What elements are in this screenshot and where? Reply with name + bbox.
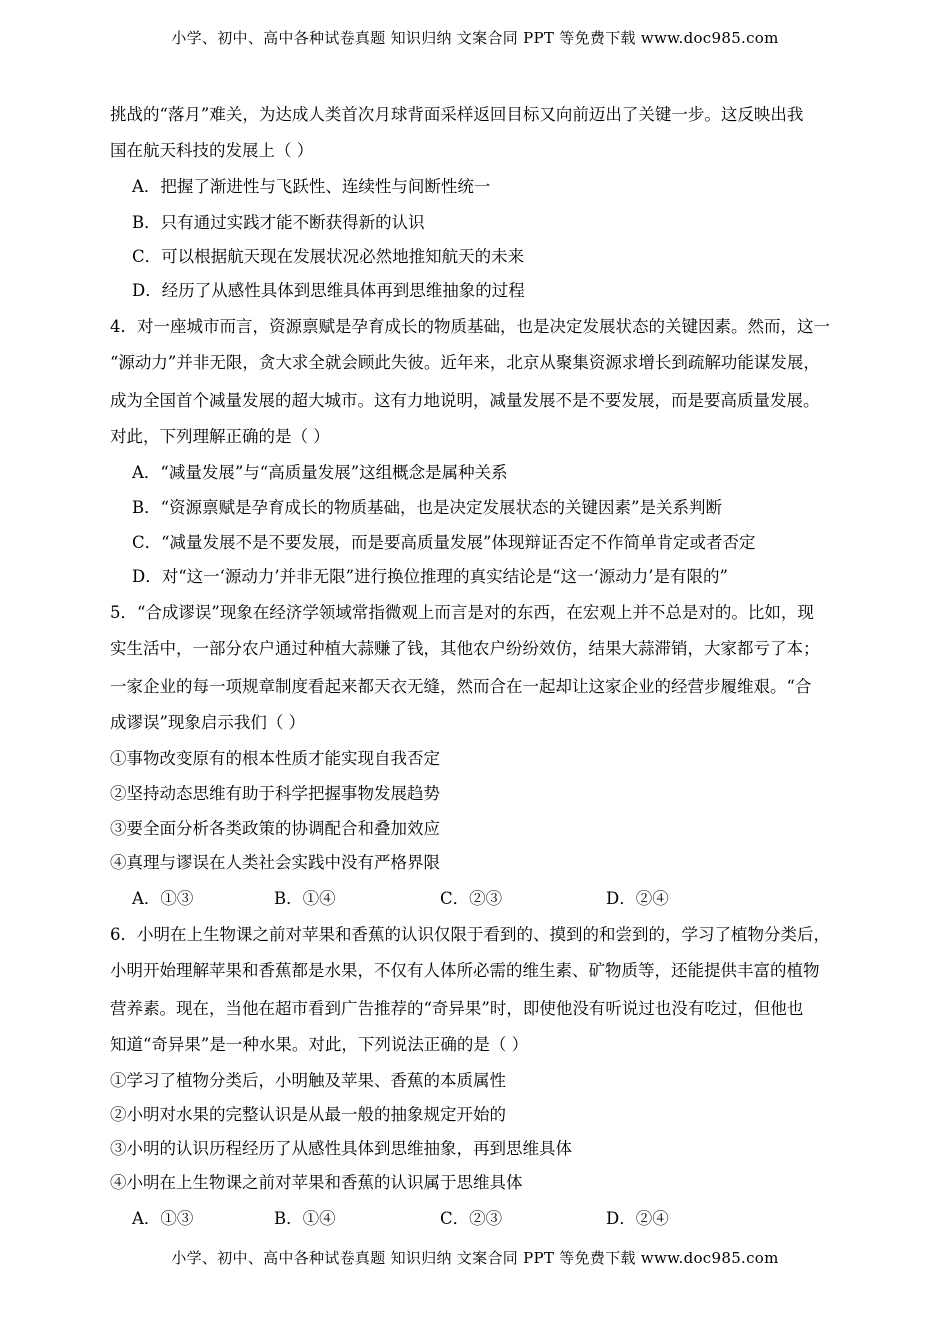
q5-statement-4: ④真理与谬误在人类社会实践中没有严格界限 bbox=[110, 853, 440, 872]
q5-stem-line-4: 成谬误”现象启示我们（ ） bbox=[110, 713, 306, 732]
q4-stem-line-2: “源动力”并非无限，贪大求全就会顾此失彼。近年来，北京从聚集资源求增长到疏解功能谋发展， bbox=[110, 353, 820, 372]
q5-choice-a: A．①③ bbox=[132, 889, 194, 908]
q6-stem-line-1: 6．小明在上生物课之前对苹果和香蕉的认识仅限于看到的、摸到的和尝到的，学习了植物分类后， bbox=[110, 925, 830, 944]
q3-option-d: D．经历了从感性具体到思维具体再到思维抽象的过程 bbox=[132, 281, 525, 300]
q5-choice-b: B．①④ bbox=[274, 889, 336, 908]
q5-choice-d: D．②④ bbox=[606, 889, 669, 908]
q3-option-c: C．可以根据航天现在发展状况必然地推知航天的未来 bbox=[132, 247, 525, 266]
q6-stem-line-3: 营养素。现在，当他在超市看到广告推荐的“奇异果”时，即使他没有听说过也没有吃过，但他也 bbox=[110, 999, 804, 1018]
q6-statement-3: ③小明的认识历程经历了从感性具体到思维抽象，再到思维具体 bbox=[110, 1139, 572, 1158]
q6-choice-d: D．②④ bbox=[606, 1209, 669, 1228]
q6-stem-line-2: 小明开始理解苹果和香蕉都是水果，不仅有人体所必需的维生素、矿物质等，还能提供丰富的植物 bbox=[110, 961, 820, 980]
q3-option-a: A．把握了渐进性与飞跃性、连续性与间断性统一 bbox=[132, 177, 491, 196]
q5-statement-3: ③要全面分析各类政策的协调配合和叠加效应 bbox=[110, 819, 440, 838]
q5-stem-line-2: 实生活中，一部分农户通过种植大蒜赚了钱，其他农户纷纷效仿，结果大蒜滞销，大家都亏了本； bbox=[110, 639, 820, 658]
q6-statement-4: ④小明在上生物课之前对苹果和香蕉的认识属于思维具体 bbox=[110, 1173, 523, 1192]
q4-option-a: A．“减量发展”与“高质量发展”这组概念是属种关系 bbox=[132, 463, 508, 482]
q6-choices bbox=[132, 1208, 852, 1230]
q6-choice-a: A．①③ bbox=[132, 1209, 194, 1228]
q4-stem-line-1: 4．对一座城市而言，资源禀赋是孕育成长的物质基础，也是决定发展状态的关键因素。然而，这一 bbox=[110, 317, 830, 336]
q5-statement-2: ②坚持动态思维有助于科学把握事物发展趋势 bbox=[110, 784, 440, 803]
q6-statement-1: ①学习了植物分类后，小明触及苹果、香蕉的本质属性 bbox=[110, 1071, 506, 1090]
q3-stem-line-1: 挑战的“落月”难关，为达成人类首次月球背面采样返回目标又向前迈出了关键一步。这反映出我 bbox=[110, 105, 804, 124]
q6-choice-c: C．②③ bbox=[440, 1209, 503, 1228]
q5-stem-line-1: 5．“合成谬误”现象在经济学领域常指微观上而言是对的东西，在宏观上并不总是对的。比如，现 bbox=[110, 603, 814, 622]
page-footer: 小学、初中、高中各种试卷真题 知识归纳 文案合同 PPT 等免费下载 www.doc985.com bbox=[171, 1249, 779, 1267]
q5-choice-c: C．②③ bbox=[440, 889, 503, 908]
q3-stem-line-2: 国在航天科技的发展上（ ） bbox=[110, 141, 314, 160]
page-header: 小学、初中、高中各种试卷真题 知识归纳 文案合同 PPT 等免费下载 www.doc985.com bbox=[171, 29, 779, 47]
q3-option-b: B．只有通过实践才能不断获得新的认识 bbox=[132, 213, 425, 232]
q4-stem-line-3: 成为全国首个减量发展的超大城市。这有力地说明，减量发展不是不要发展，而是要高质量发展。 bbox=[110, 391, 820, 410]
q4-stem-line-4: 对此，下列理解正确的是（ ） bbox=[110, 427, 330, 446]
q5-choices bbox=[132, 888, 852, 910]
q6-choice-b: B．①④ bbox=[274, 1209, 336, 1228]
q5-stem-line-3: 一家企业的每一项规章制度看起来都天衣无缝，然而合在一起却让这家企业的经营步履维艰。“合 bbox=[110, 677, 812, 696]
q6-stem-line-4: 知道“奇异果”是一种水果。对此，下列说法正确的是（ ） bbox=[110, 1035, 529, 1054]
q4-option-c: C．“减量发展不是不要发展，而是要高质量发展”体现辩证否定不作简单肯定或者否定 bbox=[132, 533, 756, 552]
q4-option-d: D．对“这一‘源动力’并非无限”进行换位推理的真实结论是“这一‘源动力’是有限的” bbox=[132, 567, 728, 586]
q5-statement-1: ①事物改变原有的根本性质才能实现自我否定 bbox=[110, 749, 440, 768]
q4-option-b: B．“资源禀赋是孕育成长的物质基础，也是决定发展状态的关键因素”是关系判断 bbox=[132, 498, 722, 517]
q6-statement-2: ②小明对水果的完整认识是从最一般的抽象规定开始的 bbox=[110, 1105, 506, 1124]
